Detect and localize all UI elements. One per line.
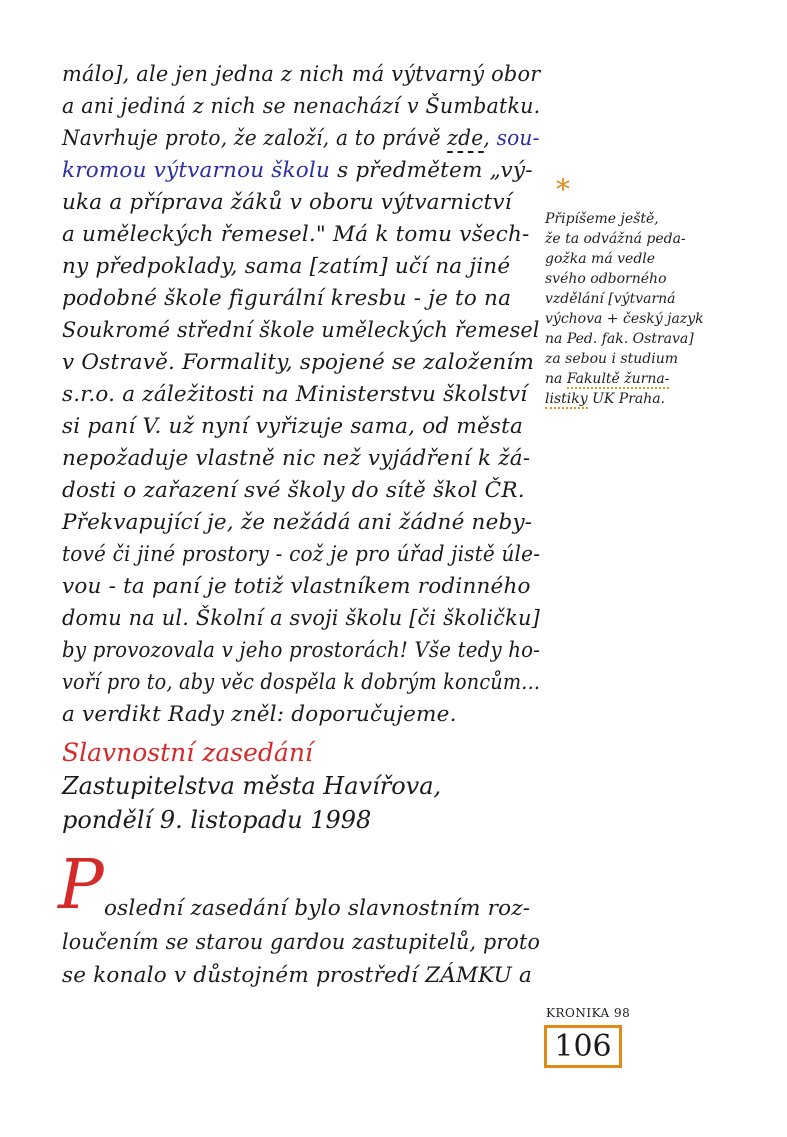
drop-cap: P <box>58 846 104 925</box>
text-span: , <box>483 126 497 151</box>
text-line: tové či jiné prostory - což je pro úřad jistě úle- <box>62 542 541 567</box>
text-line: s.r.o. a záležitosti na Ministerstvu školství <box>62 382 528 407</box>
text-line: by provozovala v jeho prostorách! Vše tedy ho- <box>62 638 541 663</box>
blue-text: kromou výtvarnou školu <box>62 158 331 183</box>
side-note-line: za sebou i studium <box>545 351 678 367</box>
side-note-line: svého odborného <box>545 271 667 287</box>
text-line: voří pro to, aby věc dospěla k dobrým koncům... <box>62 670 541 695</box>
text-line: v Ostravě. Formality, spojené se založením <box>62 350 535 375</box>
text-line: a uměleckých řemesel." Má k tomu všech- <box>62 222 530 247</box>
text-line: Překvapující je, že nežádá ani žádné neby- <box>62 510 533 535</box>
blue-text: sou- <box>496 126 540 151</box>
text-line: podobné škole figurální kresbu - je to na <box>62 286 512 311</box>
text-line: oslední zasedání bylo slavnostním roz- <box>104 896 531 921</box>
text-line: uka a příprava žáků v oboru výtvarnictví <box>62 190 512 215</box>
section-subtitle: Zastupitelstva města Havířova, <box>62 772 442 800</box>
underlined-word: zde <box>447 126 484 151</box>
text-line: málo], ale jen jedna z nich má výtvarný obor <box>62 62 541 87</box>
asterisk-icon: * <box>556 173 570 206</box>
underlined-text: listiky <box>545 391 588 407</box>
text-line-3 <box>62 128 540 150</box>
side-note-line: že ta odvážná peda- <box>545 231 686 247</box>
text-line: vou - ta paní je totiž vlastníkem rodinného <box>62 574 531 599</box>
side-note-line: výchova + český jazyk <box>545 311 704 327</box>
text-line: domu na ul. Školní a svoji školu [či školičku] <box>62 606 540 631</box>
side-note-line-9 <box>545 372 669 386</box>
text-line: nepožaduje vlastně nic než vyjádření k žá- <box>62 446 531 471</box>
section-title: Slavnostní zasedání <box>62 738 313 767</box>
section-date: pondělí 9. listopadu 1998 <box>62 806 372 834</box>
side-note-line: Připíšeme ještě, <box>545 211 659 227</box>
text-line: se konalo v důstojném prostředí ZÁMKU a <box>62 963 533 988</box>
text-line: Soukromé střední škole uměleckých řemesel <box>62 318 540 343</box>
side-note-line: vzdělání [výtvarná <box>545 291 676 307</box>
text-span: na <box>545 371 567 387</box>
text-line: si paní V. už nyní vyřizuje sama, od města <box>62 414 523 439</box>
text-line: a ani jediná z nich se nenachází v Šumbatku. <box>62 94 541 119</box>
side-note-line: na Ped. fak. Ostrava] <box>545 331 694 347</box>
page-number: 106 <box>544 1025 622 1068</box>
text-span: s předmětem „vý- <box>330 158 533 183</box>
text-line: loučením se starou gardou zastupitelů, proto <box>62 930 541 955</box>
text-line: a verdikt Rady zněl: doporučujeme. <box>62 702 457 727</box>
side-note-line-10 <box>545 392 665 406</box>
text-span: UK Praha. <box>587 391 666 407</box>
side-note-line: gožka má vedle <box>545 251 656 267</box>
underlined-text: Fakultě žurna- <box>566 371 670 387</box>
text-span: Navrhuje proto, že založí, a to právě <box>62 126 448 151</box>
text-line-4 <box>62 160 533 182</box>
text-line: ny předpoklady, sama [zatím] učí na jiné <box>62 254 511 279</box>
text-line: dosti o zařazení své školy do sítě škol ČR. <box>62 478 525 503</box>
chronicle-label: KRONIKA 98 <box>546 1006 631 1020</box>
